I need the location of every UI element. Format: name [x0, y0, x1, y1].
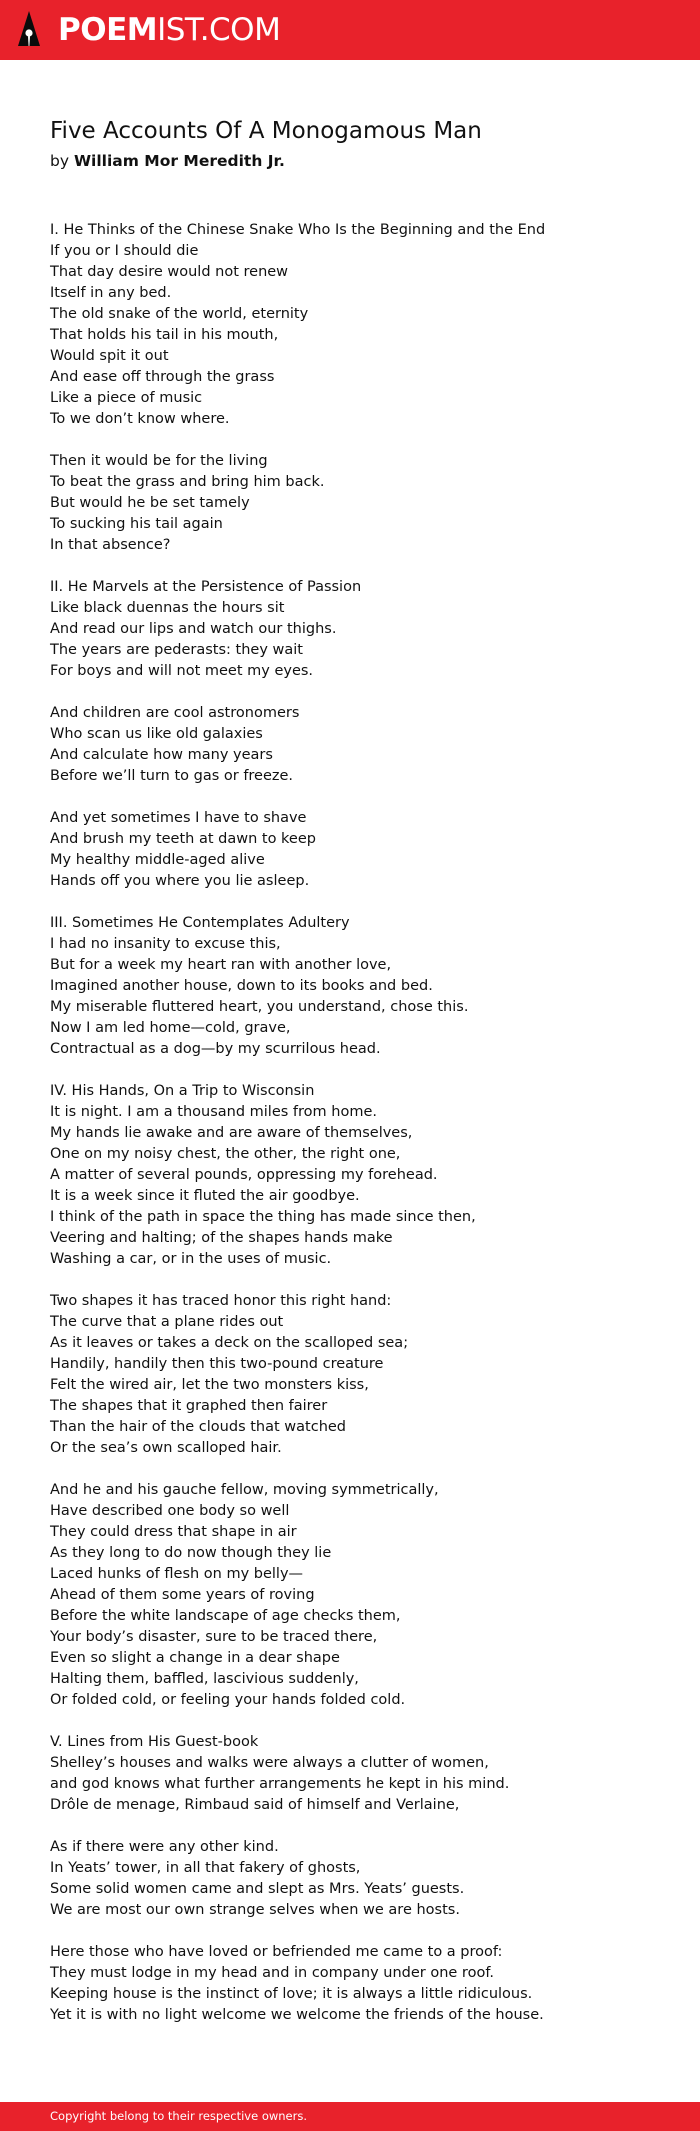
poem-line: And ease off through the grass: [50, 369, 275, 385]
poem-line: If you or I should die: [50, 243, 199, 259]
poem-line: My miserable fluttered heart, you understand, chose this.: [50, 999, 469, 1015]
poem-stanza: [50, 1081, 660, 1270]
poem-line: And children are cool astronomers: [50, 705, 300, 721]
poem-line: Before the white landscape of age checks them,: [50, 1608, 401, 1624]
poem-line: That day desire would not renew: [50, 264, 289, 280]
poem-line: Hands off you where you lie asleep.: [50, 873, 310, 889]
poem-line: II. He Marvels at the Persistence of Passion: [50, 579, 362, 595]
site-footer: [0, 2102, 700, 2131]
poem-line: Now I am led home—cold, grave,: [50, 1020, 291, 1036]
poem-line: A matter of several pounds, oppressing my forehead.: [50, 1167, 438, 1183]
poem-line: Two shapes it has traced honor this right hand:: [50, 1293, 392, 1309]
poem-line: Some solid women came and slept as Mrs. Yeats’ guests.: [50, 1881, 465, 1897]
poem-line: The years are pederasts: they wait: [50, 642, 303, 658]
poem-line: Than the hair of the clouds that watched: [50, 1419, 347, 1435]
poem-stanza: [50, 1291, 660, 1459]
poem-line: I think of the path in space the thing has made since then,: [50, 1209, 476, 1225]
poem-line: Handily, handily then this two-pound creature: [50, 1356, 384, 1372]
poem-stanza: [50, 1480, 660, 1711]
poem-line: Veering and halting; of the shapes hands make: [50, 1230, 393, 1246]
poem-line: But for a week my heart ran with another love,: [50, 957, 392, 973]
poem-stanza: [50, 808, 660, 892]
poem-line: And read our lips and watch our thighs.: [50, 621, 337, 637]
poem-line: That holds his tail in his mouth,: [50, 327, 279, 343]
poem-line: Or the sea’s own scalloped hair.: [50, 1440, 282, 1456]
poem-line: Ahead of them some years of roving: [50, 1587, 315, 1603]
poem-line: Like black duennas the hours sit: [50, 600, 285, 616]
poem-line: They must lodge in my head and in company under one roof.: [50, 1965, 494, 1981]
poem-line: One on my noisy chest, the other, the right one,: [50, 1146, 401, 1162]
poem-line: Drôle de menage, Rimbaud said of himself and Verlaine,: [50, 1797, 460, 1813]
poem-stanza: [50, 577, 660, 682]
poem-line: And brush my teeth at dawn to keep: [50, 831, 316, 847]
poem-line: Like a piece of music: [50, 390, 203, 406]
poem-stanza: [50, 1732, 660, 1816]
poem-line: Who scan us like old galaxies: [50, 726, 263, 742]
poem-line: Would spit it out: [50, 348, 169, 364]
poem-content: [50, 114, 660, 2047]
poem-line: Washing a car, or in the uses of music.: [50, 1251, 332, 1267]
poem-line: Or folded cold, or feeling your hands folded cold.: [50, 1692, 406, 1708]
poem-line: But would he be set tamely: [50, 495, 250, 511]
poem-line: As they long to do now though they lie: [50, 1545, 332, 1561]
byline-prefix: by: [50, 152, 70, 170]
quill-pen-icon: [16, 10, 42, 50]
poem-stanza: [50, 703, 660, 787]
poem-line: I had no insanity to excuse this,: [50, 936, 281, 952]
poem-line: Halting them, baffled, lascivious suddenly,: [50, 1671, 359, 1687]
poem-line: Itself in any bed.: [50, 285, 172, 301]
poem-line: Laced hunks of flesh on my belly—: [50, 1566, 304, 1582]
poem-line: It is night. I am a thousand miles from home.: [50, 1104, 377, 1120]
poem-byline: [50, 150, 660, 172]
poem-stanza: [50, 1942, 660, 2026]
poem-line: Then it would be for the living: [50, 453, 268, 469]
poem-stanza: [50, 220, 660, 430]
poem-line: The old snake of the world, eternity: [50, 306, 309, 322]
poem-line: Keeping house is the instinct of love; it is always a little ridiculous.: [50, 1986, 533, 2002]
poem-line: Before we’ll turn to gas or freeze.: [50, 768, 294, 784]
poem-line: Shelley’s houses and walks were always a clutter of women,: [50, 1755, 489, 1771]
poem-line: III. Sometimes He Contemplates Adultery: [50, 915, 350, 931]
poem-title: Five Accounts Of A Monogamous Man: [50, 118, 482, 144]
poem-line: The shapes that it graphed then fairer: [50, 1398, 328, 1414]
poem-line: Even so slight a change in a dear shape: [50, 1650, 340, 1666]
poem-line: Imagined another house, down to its books and bed.: [50, 978, 433, 994]
poem-line: Here those who have loved or befriended me came to a proof:: [50, 1944, 503, 1960]
poem-line: As it leaves or takes a deck on the scalloped sea;: [50, 1335, 409, 1351]
poem-line: And calculate how many years: [50, 747, 273, 763]
logo-wordmark: [58, 10, 280, 50]
copyright-notice: Copyright belong to their respective owners.: [50, 2109, 308, 2123]
poem-line: We are most our own strange selves when we are hosts.: [50, 1902, 460, 1918]
poem-stanza: [50, 1837, 660, 1921]
poem-line: They could dress that shape in air: [50, 1524, 297, 1540]
poem-line: Have described one body so well: [50, 1503, 290, 1519]
poem-line: The curve that a plane rides out: [50, 1314, 284, 1330]
logo-text-light: IST.COM: [157, 12, 281, 48]
poem-line: And he and his gauche fellow, moving symmetrically,: [50, 1482, 439, 1498]
poem-line: To we don’t know where.: [50, 411, 230, 427]
poem-line: My hands lie awake and are aware of themselves,: [50, 1125, 413, 1141]
site-logo-link[interactable]: [16, 10, 280, 50]
poem-stanza: [50, 451, 660, 556]
poem-line: Felt the wired air, let the two monsters kiss,: [50, 1377, 369, 1393]
poem-line: It is a week since it fluted the air goodbye.: [50, 1188, 360, 1204]
poem-line: In that absence?: [50, 537, 171, 553]
site-header: [0, 0, 700, 60]
poem-line: Yet it is with no light welcome we welcome the friends of the house.: [50, 2007, 544, 2023]
poem-line: V. Lines from His Guest-book: [50, 1734, 259, 1750]
poem-line: For boys and will not meet my eyes.: [50, 663, 314, 679]
poem-line: I. He Thinks of the Chinese Snake Who Is the Beginning and the End: [50, 222, 546, 238]
poem-line: To sucking his tail again: [50, 516, 223, 532]
author-link[interactable]: William Mor Meredith Jr.: [73, 152, 285, 170]
poem-body: [50, 220, 660, 2026]
poem-line: And yet sometimes I have to shave: [50, 810, 307, 826]
poem-line: In Yeats’ tower, in all that fakery of ghosts,: [50, 1860, 361, 1876]
poem-line: As if there were any other kind.: [50, 1839, 279, 1855]
poem-line: Contractual as a dog—by my scurrilous head.: [50, 1041, 381, 1057]
poem-line: and god knows what further arrangements he kept in his mind.: [50, 1776, 510, 1792]
logo-text-bold: POEM: [58, 12, 158, 48]
poem-line: To beat the grass and bring him back.: [50, 474, 325, 490]
poem-line: My healthy middle-aged alive: [50, 852, 265, 868]
poem-stanza: [50, 913, 660, 1060]
poem-line: Your body’s disaster, sure to be traced there,: [50, 1629, 378, 1645]
poem-line: IV. His Hands, On a Trip to Wisconsin: [50, 1083, 315, 1099]
